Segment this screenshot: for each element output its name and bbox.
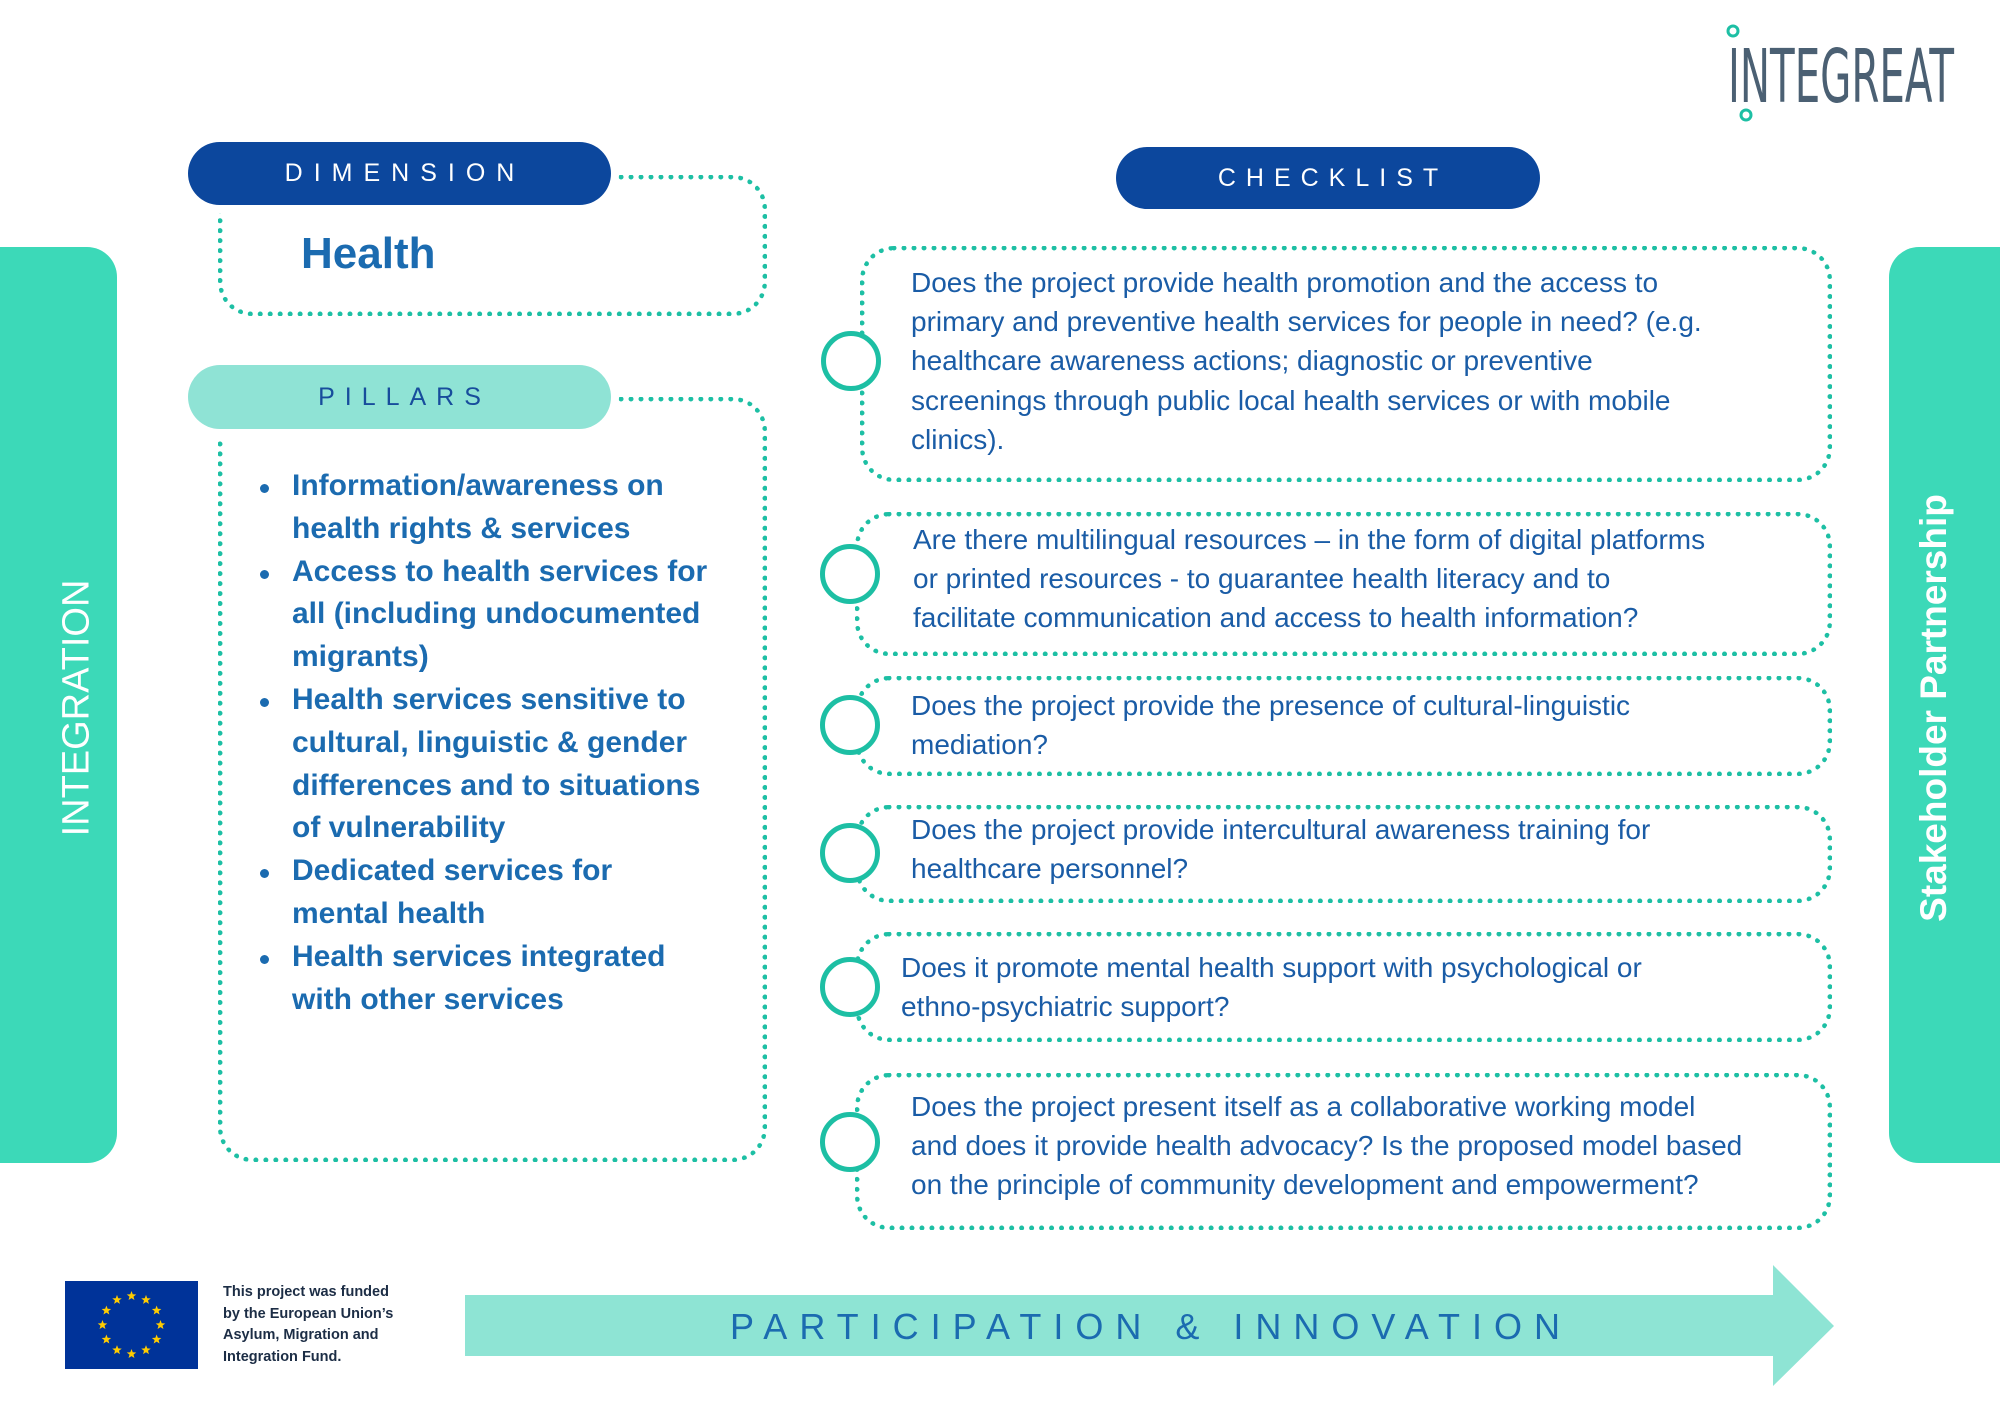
checklist-item-text: [911, 810, 1650, 888]
pillar-line: Access to health services for: [292, 554, 708, 588]
checklist-line: mediation?: [911, 729, 1048, 761]
pillar-line: cultural, linguistic & gender: [292, 725, 688, 759]
pillar-line: with other services: [292, 982, 564, 1016]
checklist-line: Does the project provide health promotion and the access to: [911, 267, 1659, 298]
checklist-line: Are there multilingual resources – in the form of digital platforms: [913, 524, 1706, 555]
pillar-item: [292, 465, 707, 551]
dimension-header: DIMENSION: [188, 142, 611, 205]
dimension-value: Health: [301, 229, 436, 278]
stakeholder-label: Stakeholder Partnership: [1913, 494, 1954, 922]
checklist-line: ethno-psychiatric support?: [901, 991, 1230, 1023]
funding-line: This project was funded: [223, 1284, 389, 1300]
funding-line: Integration Fund.: [223, 1349, 342, 1366]
checklist-circle-icon: [820, 957, 880, 1017]
checklist-line: on the principle of community development and empowerment?: [911, 1169, 1699, 1201]
eu-flag-icon: [65, 1281, 198, 1369]
pillar-item: [292, 551, 707, 679]
checklist-line: Does the project provide the presence of cultural-linguistic: [911, 690, 1631, 721]
checklist-line: or printed resources - to guarantee health literacy and to: [913, 563, 1611, 595]
bullet-icon: [260, 698, 269, 707]
checklist-circle-icon: [821, 331, 881, 391]
pillar-line: Dedicated services for: [292, 854, 613, 888]
checklist-item-text: [911, 263, 1702, 459]
pillars-header: PILLARS: [188, 365, 611, 429]
bullet-icon: [260, 484, 269, 493]
pillar-line: health rights & services: [292, 511, 631, 545]
checklist-line: Does it promote mental health support with psychological or: [901, 952, 1642, 983]
checklist-header: CHECKLIST: [1116, 147, 1540, 209]
checklist-circle-icon: [820, 695, 880, 755]
checklist-circle-icon: [820, 823, 880, 883]
checklist-line: facilitate communication and access to health information?: [913, 602, 1639, 634]
checklist-line: primary and preventive health services for people in need? (e.g.: [911, 306, 1702, 338]
logo-dot-top-icon: [1728, 26, 1738, 36]
pillar-line: Information/awareness on: [292, 469, 664, 502]
integration-label: INTEGRATION: [55, 579, 98, 837]
checklist-item-text: [911, 686, 1630, 764]
bullet-icon: [260, 570, 269, 579]
checklist-line: screenings through public local health services or with mobile: [911, 384, 1671, 416]
checklist-line: and does it provide health advocacy? Is the proposed model based: [911, 1130, 1743, 1162]
checklist-item-text: [901, 948, 1642, 1026]
stakeholder-sidebar: [1889, 247, 2000, 1163]
bullet-icon: [260, 955, 269, 964]
integreat-logo: [1720, 20, 1965, 125]
pillar-line: differences and to situations: [292, 768, 701, 802]
pillar-item: [292, 936, 707, 1022]
logo-text: INTEGREAT: [1728, 34, 1955, 120]
funding-notice: [223, 1282, 393, 1369]
pillar-line: Health services integrated: [292, 939, 666, 973]
pillar-line: of vulnerability: [292, 811, 506, 845]
checklist-item-text: [911, 1087, 1742, 1205]
pillar-line: all (including undocumented: [292, 597, 701, 631]
integration-sidebar: [0, 247, 117, 1163]
pillar-line: Health services sensitive to: [292, 682, 686, 716]
checklist-line: healthcare awareness actions; diagnostic or preventive: [911, 345, 1593, 377]
checklist-line: Does the project present itself as a collaborative working model: [911, 1091, 1696, 1122]
funding-line: Asylum, Migration and: [223, 1327, 379, 1344]
pillars-list: [292, 465, 707, 1021]
checklist-line: Does the project provide intercultural awareness training for: [911, 814, 1651, 845]
arrow-label: PARTICIPATION & INNOVATION: [729, 1306, 1573, 1347]
pillar-item: [292, 850, 707, 936]
checklist-line: clinics).: [911, 423, 1005, 455]
pillar-line: migrants): [292, 640, 429, 674]
checklist-line: healthcare personnel?: [911, 853, 1189, 885]
pillar-item: [292, 679, 707, 850]
funding-line: by the European Union’s: [223, 1305, 394, 1322]
checklist-item-text: [913, 520, 1705, 638]
pillar-line: mental health: [292, 896, 486, 930]
checklist-circle-icon: [820, 1112, 880, 1172]
checklist-circle-icon: [820, 544, 880, 604]
